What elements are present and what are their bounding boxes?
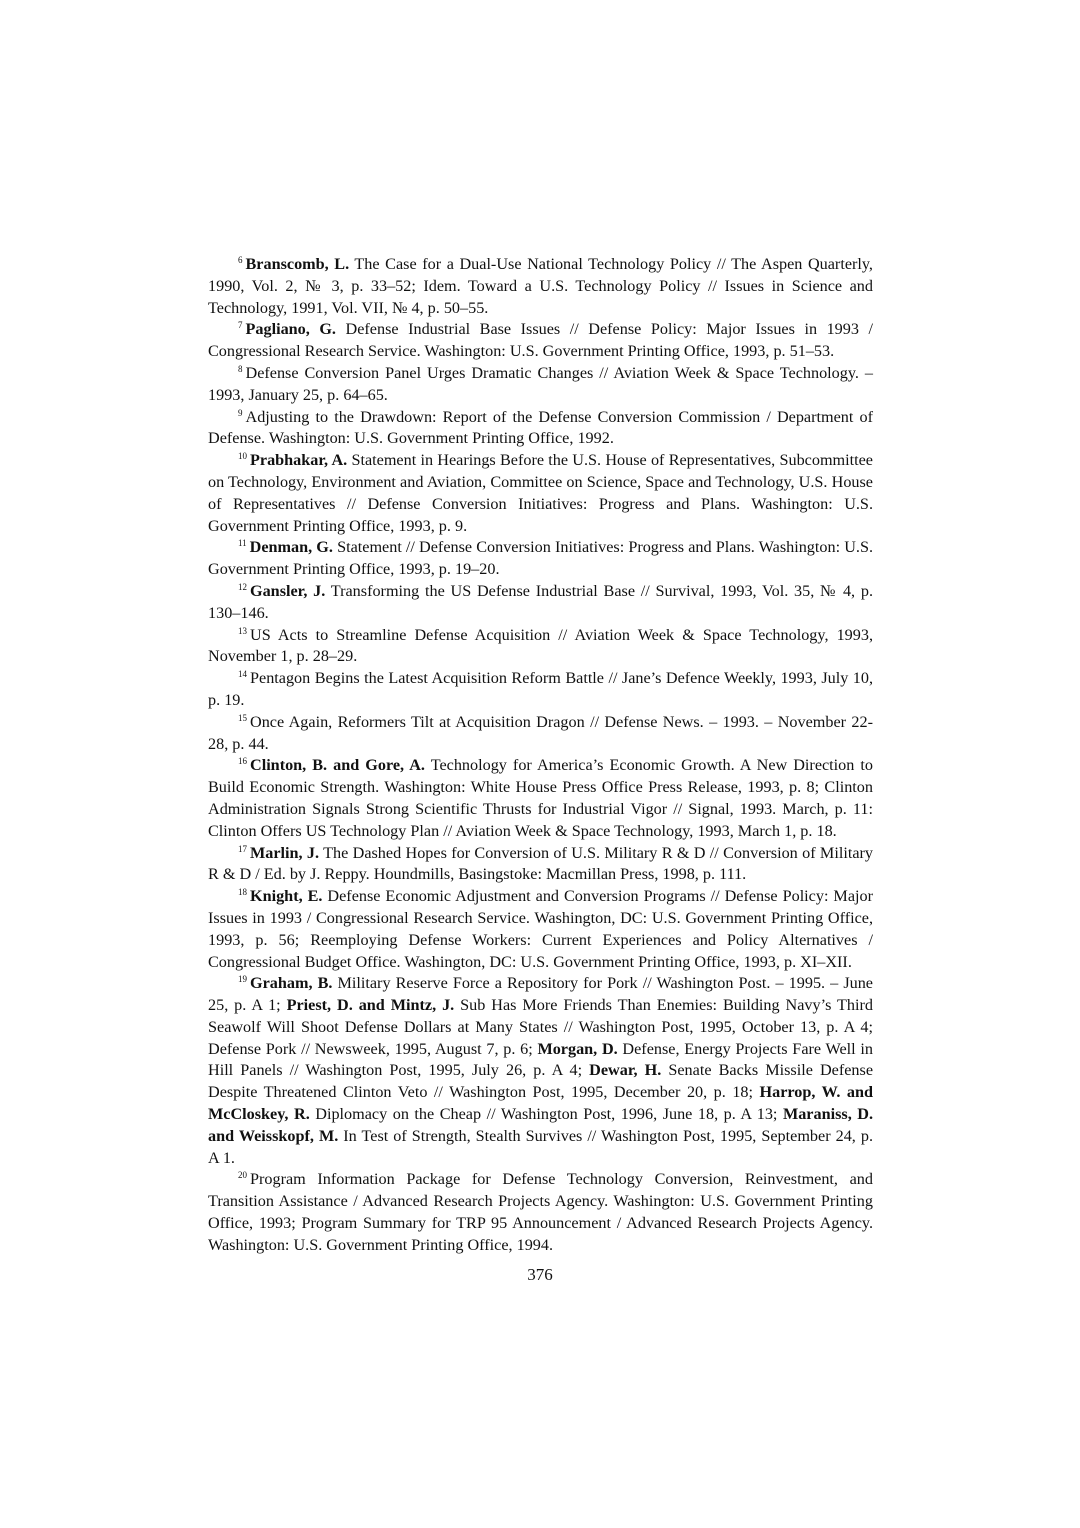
footnote-text: Defense Economic Adjustment and Conversion Programs // Defense Policy: Major Issues in 1993 / Congressional Research Service. Washington, DC: U.S. Government Printing Office, 1993, p. 56; Reemploying Defense Workers: Current Experiences and Policy Alternatives / Congressional Budget Office. Washington, DC: U.S. Government Printing Office, 1993, p. XI–XII.: [208, 887, 873, 971]
footnote-text: Program Information Package for Defense Technology Conversion, Reinvestment, and Transition Assistance / Advanced Research Projects Agency. Washington: U.S. Government Printing Office, 1993; Program Summary for TRP 95 Announcement / Advanced Research Projects Agency. Washington: U.S. Government Printing Office, 1994.: [208, 1170, 873, 1254]
footnote-author: Marlin, J.: [250, 843, 320, 862]
footnote-number: 18: [238, 887, 247, 898]
footnote-author: Knight, E.: [250, 887, 323, 906]
footnote-author: Harrop, W. and McCloskey, R.: [208, 1083, 873, 1124]
footnote-number: 9: [238, 407, 243, 418]
footnote-author: Clinton, B. and Gore, A.: [250, 756, 425, 775]
footnote-16: [208, 755, 873, 842]
footnote-author: Priest, D. and Mintz, J.: [286, 996, 455, 1015]
page-number: 376: [527, 1265, 553, 1284]
footnote-number: 19: [238, 974, 247, 985]
footnote-text: Statement in Hearings Before the U.S. House of Representatives, Subcommittee on Technology, Environment and Aviation, Committee on Science, Space and Technology, U.S. House of Representatives // Defense Conversion Initiatives: Progress and Plans. Washington: U.S. Government Printing Office, 1993, p. 9.: [208, 451, 873, 535]
footnote-text: The Dashed Hopes for Conversion of U.S. Military R & D // Conversion of Military R & D / Ed. by J. Reppy. Houndmills, Basingstoke: Macmillan Press, 1998, p. 111.: [208, 843, 873, 884]
footnote-12: [208, 581, 873, 625]
footnote-7: [208, 319, 873, 363]
footnote-text: In Test of Strength, Stealth Survives // Washington Post, 1995, September 24, p. A 1.: [208, 1126, 873, 1167]
footnote-text: Technology for America’s Economic Growth. A New Direction to Build Economic Strength. Washington: White House Press Office Press Release, 1993, p. 8; Clinton Administration Signals Strong Scientific Thrusts for Industrial Vigor // Signal, 1993. March, p. 11: Clinton Offers US Technology Plan // Aviation Week & Space Technology, 1993, March 1, p. 18.: [208, 756, 873, 840]
footnote-number: 10: [238, 451, 247, 462]
footnote-number: 15: [238, 712, 247, 723]
footnote-author: Gansler, J.: [250, 581, 326, 600]
footnotes-list: [208, 254, 873, 1257]
footnote-19: [208, 973, 873, 1169]
footnote-8: [208, 363, 873, 407]
footnote-number: 12: [238, 581, 247, 592]
footnote-text: The Case for a Dual-Use National Technology Policy // The Aspen Quarterly, 1990, Vol. 2, № 3, p. 33–52; Idem. Toward a U.S. Technology Policy // Issues in Science and Technology, 1991, Vol. VII, № 4, p. 50–55.: [208, 255, 873, 317]
footnote-11: [208, 537, 873, 581]
footnote-author: Dewar, H.: [589, 1061, 662, 1080]
footnote-author: Maraniss, D. and Weisskopf, M.: [208, 1105, 873, 1145]
footnote-17: [208, 843, 873, 887]
footnote-author: Graham, B.: [250, 974, 333, 993]
footnote-author: Denman, G.: [249, 538, 333, 557]
footnote-number: 17: [238, 843, 247, 854]
footnote-9: [208, 407, 873, 451]
footnote-18: [208, 886, 873, 973]
footnote-15: [208, 712, 873, 756]
footnote-number: 7: [238, 320, 243, 331]
footnote-text: Diplomacy on the Cheap // Washington Post, 1996, June 18, p. A 13;: [309, 1105, 783, 1124]
footnote-number: 11: [238, 538, 247, 549]
footnote-text: Transforming the US Defense Industrial Base // Survival, 1993, Vol. 35, № 4, p. 130–146.: [208, 581, 873, 622]
footnote-author: Morgan, D.: [537, 1039, 618, 1058]
footnote-text: Adjusting to the Drawdown: Report of the Defense Conversion Commission / Department of Defense. Washington: U.S. Government Printing Office, 1992.: [208, 407, 873, 448]
footnote-text: Once Again, Reformers Tilt at Acquisition Dragon // Defense News. – 1993. – November 22-28, p. 44.: [208, 712, 873, 753]
footnote-text: US Acts to Streamline Defense Acquisition // Aviation Week & Space Technology, 1993, November 1, p. 28–29.: [208, 625, 873, 666]
footnote-14: [208, 668, 873, 712]
footnote-author: Pagliano, G.: [245, 320, 336, 339]
footnote-number: 8: [238, 363, 243, 374]
footnote-text: Sub Has More Friends Than Enemies: Building Navy’s Third Seawolf Will Shoot Defense Dollars at Many States // Washington Post, 1995, October 13, p. A 4; Defense Pork // Newsweek, 1995, August 7, p. 6;: [208, 996, 874, 1058]
footnote-20: [208, 1169, 873, 1256]
footnote-text: Military Reserve Force a Repository for Pork // Washington Post. – 1995. – June 25, p. A 1;: [208, 974, 873, 1015]
footnote-number: 16: [238, 756, 247, 767]
footnote-6: [208, 254, 873, 319]
footnote-text: Statement // Defense Conversion Initiatives: Progress and Plans. Washington: U.S. Government Printing Office, 1993, p. 19–20.: [208, 538, 873, 579]
footnote-text: Senate Backs Missile Defense Despite Threatened Clinton Veto // Washington Post, 1995, December 20, p. 18;: [208, 1061, 873, 1102]
footnote-author: Branscomb, L.: [245, 255, 350, 273]
footnote-13: [208, 625, 873, 669]
footnote-number: 13: [238, 625, 247, 636]
footnote-number: 6: [238, 255, 243, 265]
footnote-number: 14: [238, 669, 247, 680]
footnote-author: Prabhakar, A.: [250, 451, 348, 470]
footnote-text: Defense Conversion Panel Urges Dramatic Changes // Aviation Week & Space Technology. – 1993, January 25, p. 64–65.: [208, 363, 873, 404]
footnote-number: 20: [238, 1170, 247, 1181]
footnote-text: Defense, Energy Projects Fare Well in Hill Panels // Washington Post, 1995, July 26, p. A 4;: [208, 1039, 873, 1080]
footnote-text: Pentagon Begins the Latest Acquisition Reform Battle // Jane’s Defence Weekly, 1993, July 10, p. 19.: [208, 669, 873, 709]
footnote-10: [208, 450, 873, 537]
footnote-text: Defense Industrial Base Issues // Defense Policy: Major Issues in 1993 / Congressional Research Service. Washington: U.S. Government Printing Office, 1993, p. 51–53.: [208, 320, 873, 361]
